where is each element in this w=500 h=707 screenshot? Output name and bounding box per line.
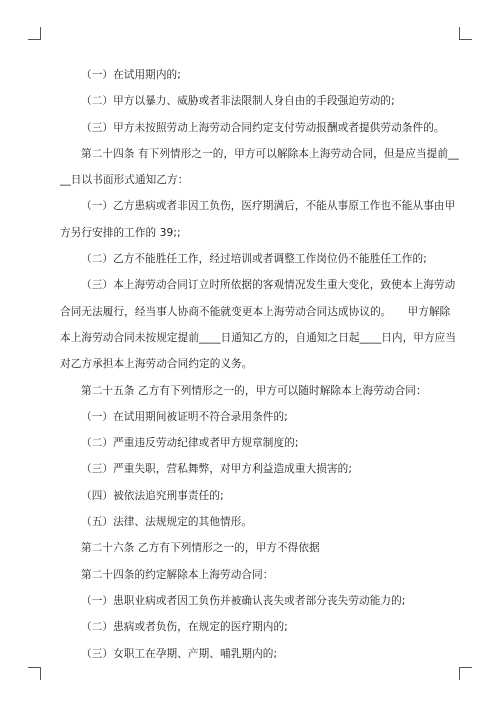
text-line: （二）甲方以暴力、威胁或者非法限制人身自由的手段强迫劳动的; [81,95,395,108]
crop-mark-bottom-left [28,667,41,680]
text-line: （二）乙方不能胜任工作，经过培训或者调整工作岗位仍不能胜任工作的; [81,253,427,266]
text-line: 第二十四条的约定解除本上海劳动合同： [81,568,274,581]
text-line: （五）法律、法规规定的其他情形。 [81,516,253,529]
text-line: __日以书面形式通知乙方： [60,174,189,187]
text-line: （一）在试用期内的; [81,69,181,81]
text-line: （一）乙方患病或者非因工负伤，医疗期满后，不能从事原工作也不能从事由甲 [81,200,456,213]
text-line: （二）患病或者负伤，在规定的医疗期内的; [81,621,288,634]
text-line: （三）本上海劳动合同订立时所依据的客观情况发生重大变化，致使本上海劳动 [81,279,456,292]
text-line: （四）被依法追究刑事责任的; [81,489,224,502]
text-line: （三）女职工在孕期、产期、哺乳期内的; [81,647,278,660]
text-line: （三）严重失职，营私舞弊，对甲方利益造成重大损害的; [81,463,353,476]
text-line: （一）在试用期间被证明不符合录用条件的; [81,410,288,423]
text-line: 对乙方承担本上海劳动合同约定的义务。 [60,358,253,371]
text-line: 第二十四条 有下列情形之一的，甲方可以解除本上海劳动合同，但是应当提前__ [81,147,459,160]
crop-mark-top-left [28,27,41,40]
text-line: 第二十六条 乙方有下列情形之一的，甲方不得依据 [81,542,320,555]
text-line: （二）严重违反劳动纪律或者甲方规章制度的; [81,437,299,450]
crop-mark-bottom-right [459,667,472,680]
text-line: （一）患职业病或者因工负伤并被确认丧失或者部分丧失劳动能力的; [81,594,406,607]
document-body [60,62,459,667]
text-line: 本上海劳动合同未按规定提前____日通知乙方的，自通知之日起____日内，甲方应当 [60,331,457,344]
text-line: 第二十五条 乙方有下列情形之一的，甲方可以随时解除本上海劳动合同： [81,384,427,397]
crop-mark-top-right [459,27,472,40]
text-line: 合同无法履行，经当事人协商不能就变更本上海劳动合同达成协议的。 甲方解除 [60,305,451,318]
text-line: （三）甲方未按照劳动上海劳动合同约定支付劳动报酬或者提供劳动条件的。 [81,121,445,134]
text-line: 方另行安排的工作的 39;; [60,226,181,239]
